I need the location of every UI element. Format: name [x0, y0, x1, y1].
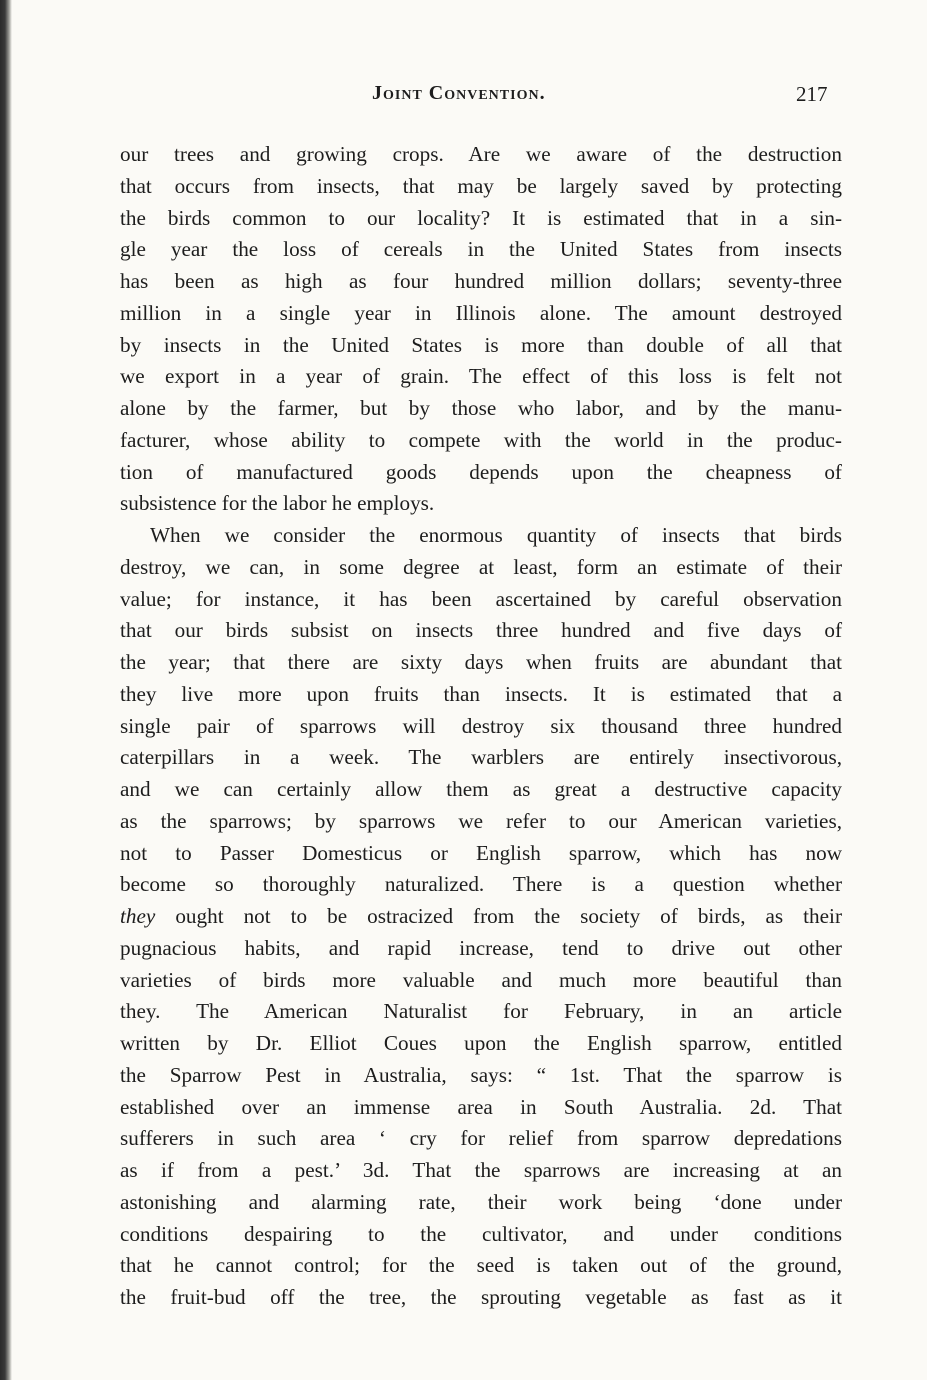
text-line: that occurs from insects, that may be largely saved by protecting	[120, 173, 842, 198]
text-line: not to Passer Domesticus or English sparrow, which has now	[120, 840, 842, 865]
text-line: and we can certainly allow them as great a destructive capacity	[120, 777, 842, 801]
text-line: as the sparrows; by sparrows we refer to our American varieties,	[120, 808, 842, 833]
text-line: caterpillars in a week. The warblers are entirely insectivorous,	[120, 745, 842, 770]
text-line: destroy, we can, in some degree at least, form an estimate of their	[120, 554, 842, 579]
text-line: the fruit-bud off the tree, the sprouting vegetable as fast as it	[120, 1285, 842, 1309]
text-line: established over an immense area in South Australia. 2d. That	[120, 1094, 842, 1119]
text-line: the Sparrow Pest in Australia, says: “ 1st. That the sparrow is	[120, 1062, 842, 1087]
text-line: that our birds subsist on insects three hundred and five days of	[120, 618, 842, 643]
text-line: alone by the farmer, but by those who labor, and by the manu-	[120, 396, 842, 420]
page-binding-edge	[0, 0, 12, 1380]
text-line: conditions despairing to the cultivator, and under conditions	[120, 1221, 842, 1246]
text-line: the birds common to our locality? It is estimated that in a sin-	[120, 205, 842, 230]
text-line: has been as high as four hundred million dollars; seventy-three	[120, 269, 842, 293]
text-line: written by Dr. Elliot Coues upon the English sparrow, entitled	[120, 1031, 842, 1055]
text-line: we export in a year of grain. The effect of this loss is felt not	[120, 364, 842, 389]
text-line: the year; that there are sixty days when fruits are abundant that	[120, 650, 842, 674]
text-line: value; for instance, it has been ascertained by careful observation	[120, 586, 842, 611]
body-text	[120, 139, 842, 1314]
text-line: by insects in the United States is more than double of all that	[120, 332, 842, 357]
text-line: that he cannot control; for the seed is taken out of the ground,	[120, 1253, 842, 1278]
text-line: astonishing and alarming rate, their work being ‘done under	[120, 1189, 842, 1214]
text-line: become so thoroughly naturalized. There is a question whether	[120, 872, 842, 897]
text-line-with-italic	[120, 901, 842, 933]
text-line: they. The American Naturalist for February, in an article	[120, 999, 842, 1024]
page-number: 217	[796, 82, 828, 106]
text-line: pugnacious habits, and rapid increase, tend to drive out other	[120, 935, 842, 960]
running-head	[0, 82, 927, 114]
text-line: tion of manufactured goods depends upon the cheapness of	[120, 459, 842, 484]
text-line: subsistence for the labor he employs.	[120, 491, 435, 516]
text-line: When we consider the enormous quantity of insects that birds	[150, 523, 842, 547]
text-line: gle year the loss of cereals in the United States from insects	[120, 237, 842, 262]
italic-word: they	[120, 904, 156, 928]
text-line: sufferers in such area ‘ cry for relief from sparrow depredations	[120, 1126, 842, 1151]
text-line: varieties of birds more valuable and much more beautiful than	[120, 967, 842, 992]
text-line-rest: ought not to be ostracized from the society of birds, as their	[175, 904, 842, 928]
text-line: facturer, whose ability to compete with the world in the produc-	[120, 427, 842, 452]
text-line: single pair of sparrows will destroy six thousand three hundred	[120, 713, 842, 738]
text-line: as if from a pest.’ 3d. That the sparrows are increasing at an	[120, 1158, 842, 1182]
text-line: our trees and growing crops. Are we aware of the destruction	[120, 142, 842, 166]
text-line: they live more upon fruits than insects. It is estimated that a	[120, 681, 842, 706]
running-title: Joint Convention.	[372, 82, 546, 104]
text-line: million in a single year in Illinois alone. The amount destroyed	[120, 300, 842, 325]
